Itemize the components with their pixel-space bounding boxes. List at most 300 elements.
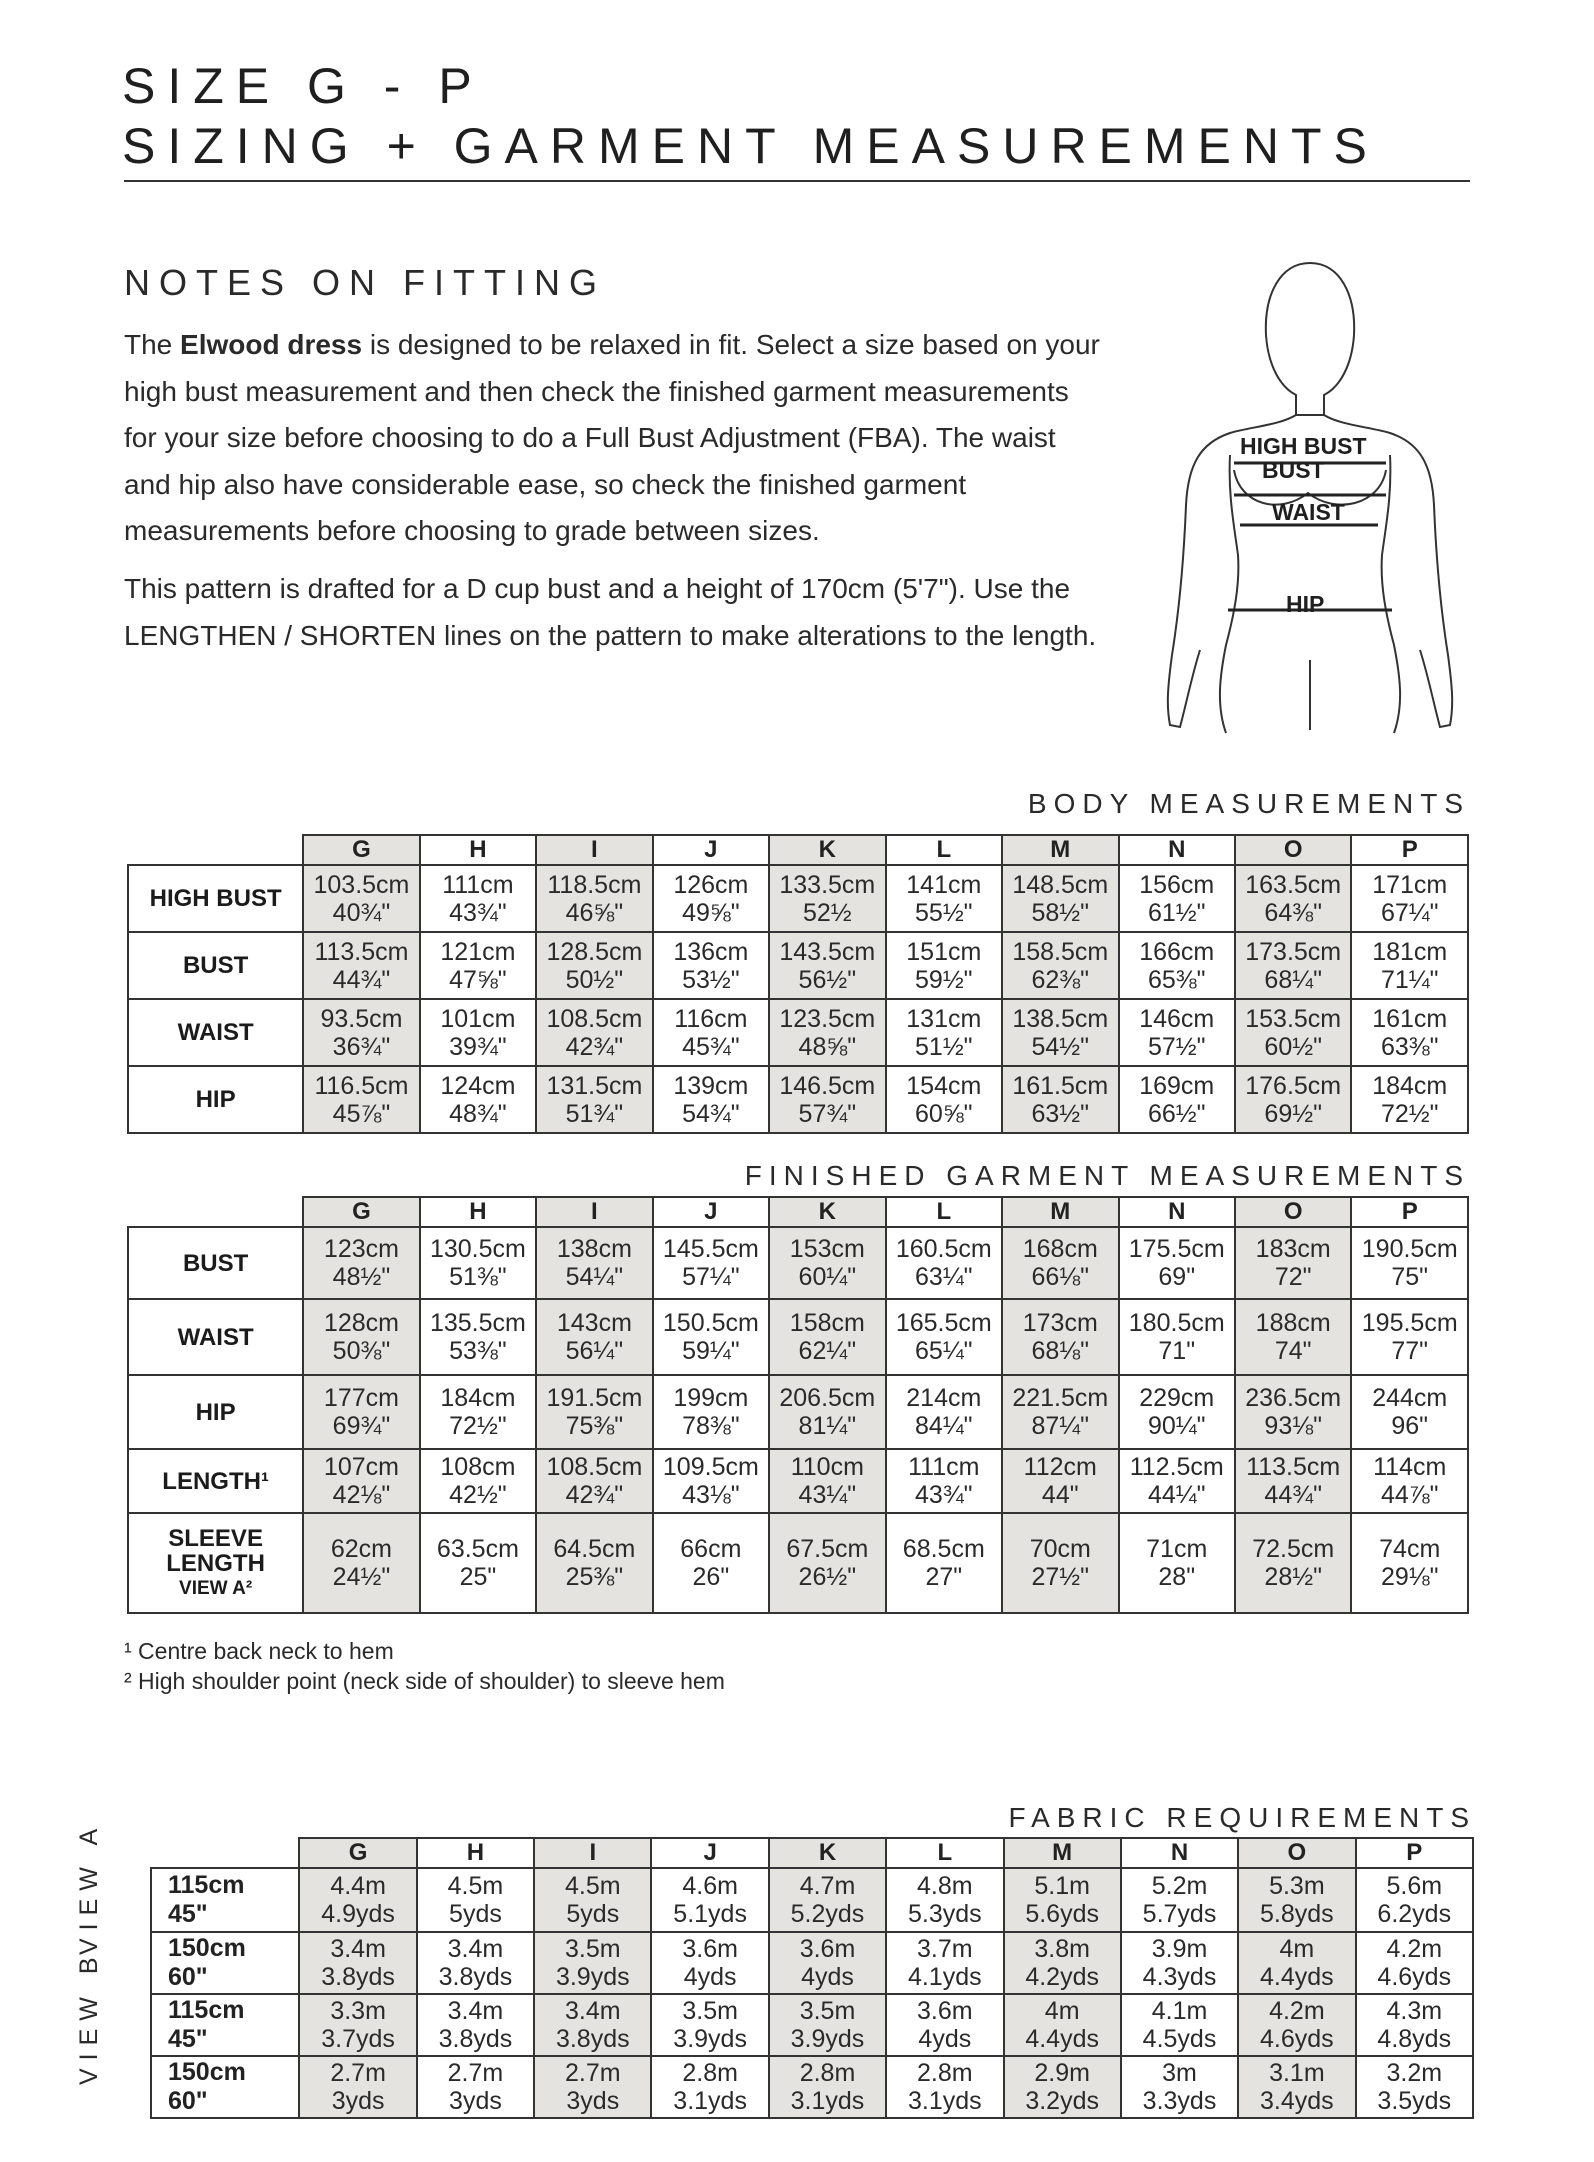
imperial-value: 3.1yds (907, 2087, 982, 2115)
imperial-value: 53½" (682, 965, 740, 994)
fabric-cell (1121, 1994, 1238, 2056)
metric-value: 156cm (1139, 870, 1215, 899)
size-header: L (886, 1197, 1002, 1227)
header-corner (128, 835, 303, 865)
measurement-cell (1351, 1066, 1468, 1133)
metric-value: 139cm (673, 1071, 749, 1100)
imperial-value: 5.3yds (907, 1900, 982, 1928)
imperial-value: 44⅞" (1380, 1481, 1439, 1509)
imperial-value: 69½" (1264, 1099, 1322, 1128)
metric-value: 5.3m (1269, 1872, 1325, 1900)
imperial-value: 3.8yds (321, 1963, 395, 1991)
metric-value: 138.5cm (1012, 1004, 1109, 1033)
metric-value: 3.5m (682, 1997, 738, 2025)
measurement-cell (536, 1449, 652, 1513)
measurement-cell (1119, 1375, 1235, 1449)
imperial-value: 57½" (1147, 1032, 1206, 1061)
imperial-value: 3.9yds (673, 2025, 747, 2053)
imperial-value: 43¼" (798, 1481, 857, 1509)
imperial-value: 3.3yds (1142, 2087, 1217, 2115)
fabric-cell (886, 1932, 1003, 1994)
measurement-cell (1002, 1449, 1118, 1513)
measurement-cell (420, 999, 536, 1066)
imperial-value: 5.7yds (1142, 1900, 1217, 1928)
metric-value: 191.5cm (546, 1384, 643, 1412)
imperial-value: 5yds (566, 1900, 620, 1928)
imperial-value: 5yds (449, 1900, 502, 1928)
metric-value: 3.7m (917, 1935, 973, 1963)
measurement-cell (420, 932, 536, 999)
metric-value: 221.5cm (1012, 1384, 1109, 1412)
metric-value: 133.5cm (779, 870, 876, 899)
imperial-value: 56½" (798, 965, 857, 994)
metric-value: 4.2m (1269, 1997, 1325, 2025)
imperial-value: 5.2yds (790, 1900, 865, 1928)
imperial-value: 71" (1158, 1337, 1196, 1365)
imperial-value: 4yds (918, 2025, 972, 2053)
size-header: G (299, 1838, 416, 1868)
measurement-cell (1351, 1375, 1468, 1449)
imperial-value: 48⅝" (798, 1032, 857, 1061)
metric-value: 161.5cm (1012, 1071, 1109, 1100)
imperial-value: 42¾" (565, 1481, 624, 1509)
metric-value: 3.2m (1386, 2059, 1443, 2087)
table-row (151, 1932, 1473, 1994)
metric-value: 181cm (1372, 937, 1448, 966)
size-header: M (1004, 1838, 1121, 1868)
size-header: L (886, 1838, 1003, 1868)
metric-value: 93.5cm (320, 1004, 403, 1033)
table-row (128, 999, 1468, 1066)
metric-value: 67.5cm (786, 1535, 869, 1563)
metric-value: 123cm (323, 1235, 399, 1263)
fabric-width-line: 115cm (168, 1996, 245, 2024)
metric-value: 4.4m (330, 1872, 386, 1900)
imperial-value: 63½" (1031, 1099, 1090, 1128)
measurement-cell (769, 1299, 885, 1375)
imperial-value: 3yds (566, 2087, 620, 2115)
fabric-cell (1238, 1868, 1355, 1932)
metric-value: 63.5cm (436, 1535, 519, 1563)
measurement-cell (536, 1513, 652, 1613)
metric-value: 3.5m (799, 1997, 856, 2025)
notes-paragraph-1 (124, 322, 1104, 555)
imperial-value: 75⅜" (565, 1412, 624, 1440)
imperial-value: 93⅛" (1264, 1412, 1322, 1440)
fabric-cell (534, 2056, 651, 2118)
imperial-value: 66⅛" (1031, 1263, 1090, 1291)
size-header: K (769, 835, 885, 865)
measurement-cell (1119, 1449, 1235, 1513)
size-header: J (653, 835, 769, 865)
title-line-1: SIZE G - P (122, 58, 484, 114)
size-header: H (420, 1197, 536, 1227)
measurement-cell (1002, 1299, 1118, 1375)
table-row (128, 932, 1468, 999)
measurement-cell (653, 1513, 769, 1613)
measurement-cell (303, 1066, 419, 1133)
table-row (128, 865, 1468, 932)
fabric-cell (651, 2056, 768, 2118)
table-row (151, 2056, 1473, 2118)
measurement-cell (303, 1513, 419, 1613)
metric-value: 175.5cm (1128, 1235, 1225, 1263)
metric-value: 4.3m (1386, 1997, 1443, 2025)
imperial-value: 59½" (915, 965, 973, 994)
measurement-cell (1119, 999, 1235, 1066)
metric-value: 121cm (440, 937, 516, 966)
imperial-value: 28" (1158, 1563, 1196, 1591)
measurement-cell (1119, 1299, 1235, 1375)
measurement-cell (1235, 1227, 1351, 1299)
imperial-value: 75" (1391, 1263, 1429, 1291)
notes-p1-rest: is designed to be relaxed in fit. Select a size based on your high bust measurement and then check the finished garment measurements for your size before choosing to do a Full Bust Adjustment (FBA). The waist and hip also have considerable ease, so check the finished garment measurements before choosing to grade between sizes. (124, 329, 1100, 546)
metric-value: 68.5cm (902, 1535, 985, 1563)
metric-value: 146.5cm (779, 1071, 876, 1100)
imperial-value: 72½" (1380, 1099, 1439, 1128)
imperial-value: 50½" (565, 965, 624, 994)
fabric-cell (769, 1868, 886, 1932)
metric-value: 190.5cm (1361, 1235, 1458, 1263)
metric-value: 108cm (440, 1453, 516, 1481)
metric-value: 124cm (440, 1071, 516, 1100)
imperial-value: 45¾" (682, 1032, 740, 1061)
imperial-value: 3.1yds (790, 2087, 865, 2115)
metric-value: 150.5cm (662, 1309, 759, 1337)
imperial-value: 40¾" (332, 898, 391, 927)
measurement-cell (303, 1227, 419, 1299)
metric-value: 145.5cm (662, 1235, 759, 1263)
imperial-value: 36¾" (332, 1032, 391, 1061)
imperial-value: 25⅜" (565, 1563, 624, 1591)
metric-value: 154cm (906, 1071, 982, 1100)
metric-value: 131.5cm (546, 1071, 643, 1100)
row-label: HIGH BUST (128, 865, 303, 932)
measurement-cell (1351, 1449, 1468, 1513)
measurement-cell (1235, 1066, 1351, 1133)
imperial-value: 62⅜" (1031, 965, 1090, 994)
imperial-value: 27" (925, 1563, 963, 1591)
header-corner (128, 1197, 303, 1227)
imperial-value: 4.3yds (1142, 1963, 1217, 1991)
metric-value: 131cm (906, 1004, 982, 1033)
measurement-cell (420, 865, 536, 932)
imperial-value: 66½" (1147, 1099, 1206, 1128)
measurement-cell (536, 1066, 652, 1133)
imperial-value: 51½" (915, 1032, 973, 1061)
imperial-value: 4yds (683, 1963, 737, 1991)
measurement-cell (1235, 865, 1351, 932)
imperial-value: 61½" (1147, 898, 1206, 927)
metric-value: 171cm (1372, 870, 1448, 899)
measurement-cell (1119, 932, 1235, 999)
imperial-value: 3.8yds (438, 1963, 513, 1991)
measurement-cell (1351, 1299, 1468, 1375)
measurement-cell (1002, 1066, 1118, 1133)
row-label: HIP (128, 1375, 303, 1449)
metric-value: 110cm (790, 1453, 864, 1481)
metric-value: 64.5cm (553, 1535, 636, 1563)
metric-value: 3.6m (799, 1935, 856, 1963)
size-header: G (303, 1197, 419, 1227)
imperial-value: 39¾" (449, 1032, 507, 1061)
metric-value: 4.8m (917, 1872, 973, 1900)
size-header: I (536, 835, 652, 865)
measurement-cell (886, 1375, 1002, 1449)
metric-value: 3.6m (682, 1935, 738, 1963)
measurement-cell (1002, 999, 1118, 1066)
size-header: G (303, 835, 419, 865)
fabric-cell (1356, 1932, 1473, 1994)
fabric-requirements-table (150, 1837, 1474, 2119)
metric-value: 4.2m (1386, 1935, 1443, 1963)
imperial-value: 42½" (449, 1481, 507, 1509)
measurement-cell (886, 1513, 1002, 1613)
imperial-value: 43¾" (449, 898, 507, 927)
table-row (128, 1299, 1468, 1375)
fabric-cell (651, 1994, 768, 2056)
metric-value: 146cm (1139, 1004, 1215, 1033)
fabric-cell (1121, 1868, 1238, 1932)
measurement-cell (303, 1375, 419, 1449)
imperial-value: 4.2yds (1025, 1963, 1099, 1991)
metric-value: 199cm (673, 1384, 749, 1412)
table-row (128, 1449, 1468, 1513)
metric-value: 4.5m (447, 1872, 504, 1900)
imperial-value: 64⅜" (1264, 898, 1322, 927)
size-header: L (886, 835, 1002, 865)
metric-value: 141cm (906, 870, 982, 899)
metric-value: 3.8m (1034, 1935, 1090, 1963)
imperial-value: 44¾" (332, 965, 391, 994)
imperial-value: 55½" (915, 898, 973, 927)
metric-value: 214cm (906, 1384, 982, 1412)
imperial-value: 3.5yds (1377, 2087, 1452, 2115)
page-title (122, 56, 1379, 176)
metric-value: 3.9m (1151, 1935, 1208, 1963)
imperial-value: 54¾" (682, 1099, 740, 1128)
imperial-value: 69¾" (332, 1412, 391, 1440)
metric-value: 3.1m (1269, 2059, 1325, 2087)
measurement-cell (886, 1299, 1002, 1375)
measurement-cell (1002, 1375, 1118, 1449)
metric-value: 135.5cm (429, 1309, 526, 1337)
fabric-cell (886, 1868, 1003, 1932)
fabric-cell (1004, 2056, 1121, 2118)
size-header: N (1119, 835, 1235, 865)
footnote-2: ² High shoulder point (neck side of shoulder) to sleeve hem (124, 1668, 725, 1694)
fabric-cell (651, 1868, 768, 1932)
product-name: Elwood dress (180, 329, 363, 360)
measurement-cell (1119, 865, 1235, 932)
fabric-width-line: 150cm (168, 2058, 246, 2086)
metric-value: 3.4m (565, 1997, 621, 2025)
imperial-value: 77" (1391, 1337, 1429, 1365)
measurement-cell (303, 932, 419, 999)
fabric-cell (299, 1868, 416, 1932)
imperial-value: 87¼" (1031, 1412, 1090, 1440)
imperial-value: 3.7yds (321, 2025, 395, 2053)
metric-value: 173cm (1022, 1309, 1098, 1337)
metric-value: 5.1m (1034, 1872, 1090, 1900)
metric-value: 4.7m (799, 1872, 856, 1900)
metric-value: 183cm (1255, 1235, 1331, 1263)
measurement-cell (536, 865, 652, 932)
size-header: M (1002, 835, 1118, 865)
metric-value: 166cm (1139, 937, 1215, 966)
metric-value: 136cm (673, 937, 749, 966)
imperial-value: 56¼" (565, 1337, 624, 1365)
imperial-value: 44¼" (1147, 1481, 1206, 1509)
table-row (128, 1227, 1468, 1299)
fabric-cell (769, 2056, 886, 2118)
imperial-value: 68⅛" (1031, 1337, 1090, 1365)
metric-value: 3.4m (447, 1997, 504, 2025)
measurement-cell (303, 1299, 419, 1375)
imperial-value: 47⅝" (449, 965, 507, 994)
measurement-cell (303, 999, 419, 1066)
fabric-width-line: 115cm (168, 1871, 245, 1899)
imperial-value: 4.6yds (1260, 2025, 1334, 2053)
imperial-value: 45⅞" (332, 1099, 391, 1128)
measurement-cell (653, 1066, 769, 1133)
measurement-cell (303, 1449, 419, 1513)
measurement-cell (536, 932, 652, 999)
imperial-value: 90¼" (1147, 1412, 1206, 1440)
imperial-value: 3.2yds (1025, 2087, 1099, 2115)
title-line-2: SIZING + GARMENT MEASUREMENTS (122, 118, 1379, 174)
imperial-value: 67¼" (1380, 898, 1439, 927)
size-header: H (420, 835, 536, 865)
measurement-cell (303, 865, 419, 932)
fabric-width-line: 45" (168, 2025, 208, 2053)
imperial-value: 3.4yds (1260, 2087, 1334, 2115)
imperial-value: 29⅛" (1380, 1563, 1439, 1591)
row-label: BUST (128, 932, 303, 999)
row-label-line: LENGTH (166, 1549, 265, 1577)
metric-value: 107cm (323, 1453, 399, 1481)
metric-value: 188cm (1255, 1309, 1331, 1337)
measurement-cell (653, 1227, 769, 1299)
metric-value: 128.5cm (546, 937, 643, 966)
fabric-cell (886, 1994, 1003, 2056)
imperial-value: 48¾" (449, 1099, 507, 1128)
measurement-cell (1351, 1227, 1468, 1299)
metric-value: 5.6m (1386, 1872, 1443, 1900)
metric-value: 112cm (1023, 1453, 1097, 1481)
metric-value: 176.5cm (1245, 1071, 1342, 1100)
fabric-cell (769, 1994, 886, 2056)
measurement-cell (1235, 1375, 1351, 1449)
metric-value: 143cm (556, 1309, 632, 1337)
metric-value: 184cm (1372, 1071, 1448, 1100)
metric-value: 62cm (330, 1535, 393, 1563)
imperial-value: 3.8yds (438, 2025, 513, 2053)
metric-value: 70cm (1029, 1535, 1091, 1563)
metric-value: 112.5cm (1129, 1453, 1224, 1481)
metric-value: 2.8m (917, 2059, 973, 2087)
size-header: N (1121, 1838, 1238, 1868)
metric-value: 2.8m (799, 2059, 856, 2087)
measurement-cell (886, 999, 1002, 1066)
imperial-value: 4.6yds (1377, 1963, 1452, 1991)
imperial-value: 71¼" (1380, 965, 1439, 994)
measurement-cell (769, 1066, 885, 1133)
metric-value: 101cm (440, 1004, 516, 1033)
imperial-value: 5.8yds (1260, 1900, 1334, 1928)
row-label (128, 1513, 303, 1613)
metric-value: 2.7m (565, 2059, 621, 2087)
size-header: O (1235, 1197, 1351, 1227)
metric-value: 116cm (674, 1004, 748, 1033)
imperial-value: 49⅝" (682, 898, 740, 927)
imperial-value: 5.6yds (1025, 1900, 1099, 1928)
imperial-value: 59¼" (682, 1337, 740, 1365)
imperial-value: 3yds (449, 2087, 502, 2115)
metric-value: 66cm (680, 1535, 742, 1563)
imperial-value: 58½" (1031, 898, 1090, 927)
fabric-cell (1004, 1994, 1121, 2056)
imperial-value: 4yds (801, 1963, 854, 1991)
metric-value: 109.5cm (662, 1453, 759, 1481)
row-label: BUST (128, 1227, 303, 1299)
metric-value: 116.5cm (314, 1071, 409, 1100)
fabric-width-label (151, 2056, 299, 2118)
size-header: I (536, 1197, 652, 1227)
measurement-cell (653, 865, 769, 932)
metric-value: 2.7m (447, 2059, 504, 2087)
measurement-cell (886, 1066, 1002, 1133)
measurement-cell (1119, 1513, 1235, 1613)
metric-value: 4.6m (682, 1872, 738, 1900)
metric-value: 3.3m (330, 1997, 386, 2025)
metric-value: 168cm (1022, 1235, 1098, 1263)
metric-value: 2.9m (1034, 2059, 1090, 2087)
fabric-requirements-title: FABRIC REQUIREMENTS (1008, 1802, 1476, 1833)
metric-value: 71cm (1146, 1535, 1208, 1563)
size-header: P (1351, 835, 1468, 865)
imperial-value: 63⅜" (1380, 1032, 1439, 1061)
imperial-value: 54¼" (565, 1263, 624, 1291)
metric-value: 236.5cm (1245, 1384, 1342, 1412)
size-header: H (417, 1838, 534, 1868)
label-hip: HIP (1286, 591, 1325, 617)
imperial-value: 3.9yds (555, 1963, 630, 1991)
fabric-cell (534, 1932, 651, 1994)
metric-value: 3.4m (330, 1935, 386, 1963)
measurement-cell (653, 1299, 769, 1375)
imperial-value: 44" (1041, 1481, 1079, 1509)
imperial-value: 6.2yds (1377, 1900, 1452, 1928)
label-bust: BUST (1262, 457, 1325, 483)
measurement-cell (769, 932, 885, 999)
metric-value: 4.1m (1151, 1997, 1208, 2025)
metric-value: 4m (1044, 1997, 1080, 2025)
notes-heading: NOTES ON FITTING (124, 262, 606, 303)
imperial-value: 26" (692, 1563, 730, 1591)
imperial-value: 3.1yds (673, 2087, 747, 2115)
imperial-value: 52½ (802, 898, 852, 927)
measurement-cell (536, 1375, 652, 1449)
size-header: O (1235, 835, 1351, 865)
imperial-value: 96" (1391, 1412, 1429, 1440)
fabric-cell (1004, 1868, 1121, 1932)
metric-value: 163.5cm (1245, 870, 1342, 899)
fabric-cell (1238, 1994, 1355, 2056)
imperial-value: 4.5yds (1142, 2025, 1217, 2053)
fabric-cell (1121, 1932, 1238, 1994)
measurement-cell (1119, 1066, 1235, 1133)
